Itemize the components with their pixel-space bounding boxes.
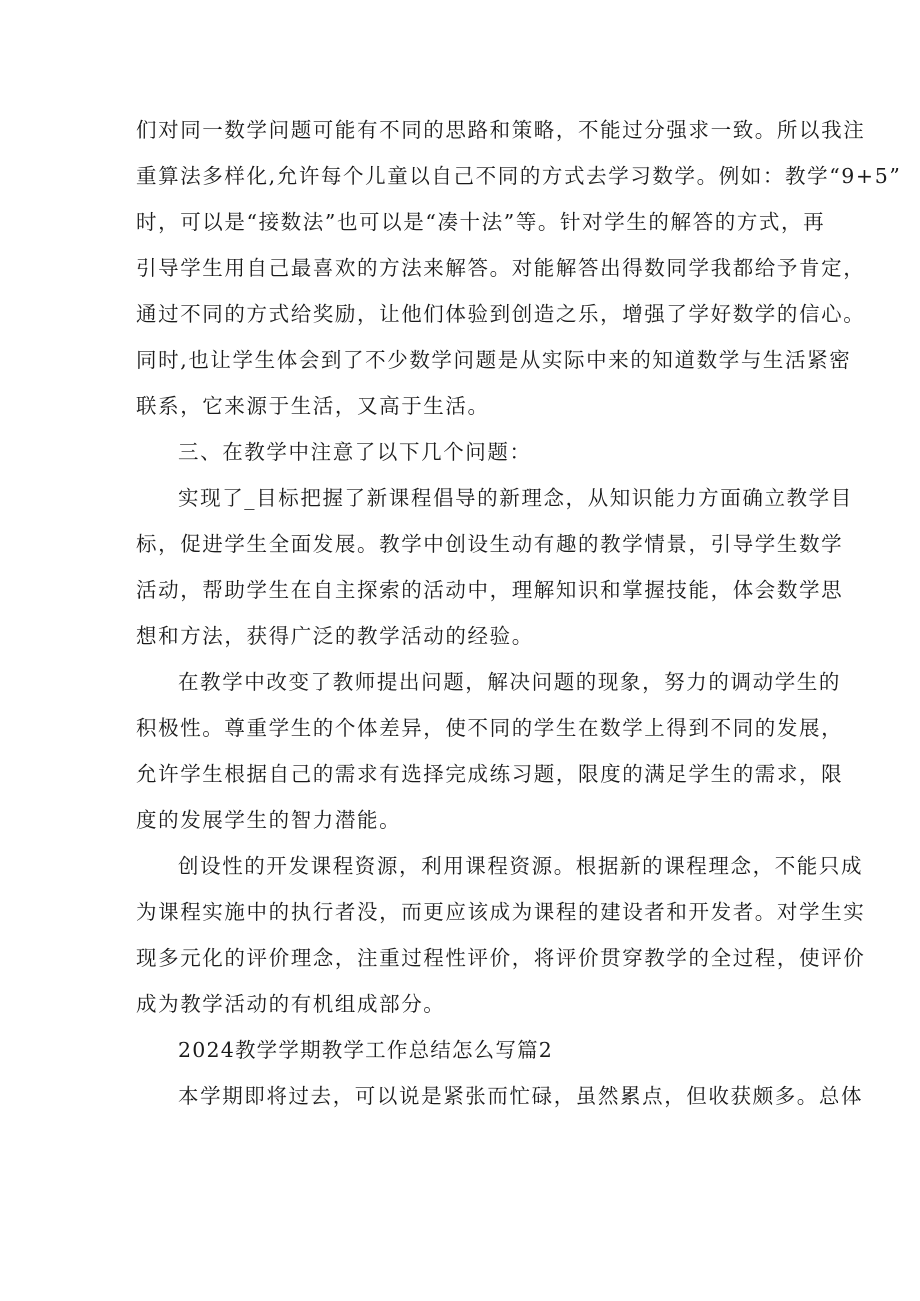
section-heading: 三、在教学中注意了以下几个问题： [178,440,532,464]
paragraph-line: 时，可以是“接数法”也可以是“凑十法”等。针对学生的解答的方式，再 [136,210,826,234]
paragraph-line: 本学期即将过去，可以说是紧张而忙碌，虽然累点，但收获颇多。总体 [178,1084,864,1108]
paragraph-line: 在教学中改变了教师提出问题，解决问题的现象，努力的调动学生的 [178,670,841,694]
paragraph-line: 通过不同的方式给奖励，让他们体验到创造之乐，增强了学好数学的信心。 [136,302,866,326]
paragraph-line: 们对同一数学问题可能有不同的思路和策略，不能过分强求一致。所以我注 [136,118,866,142]
paragraph-line: 允许学生根据自己的需求有选择完成练习题，限度的满足学生的需求，限 [136,762,844,786]
article-title: 2024教学学期教学工作总结怎么写篇2 [178,1038,554,1062]
paragraph-line: 联系，它来源于生活，又高于生活。 [136,394,490,418]
paragraph-line: 引导学生用自己最喜欢的方法来解答。对能解答出得数同学我都给予肯定， [136,256,866,280]
paragraph-line: 积极性。尊重学生的个体差异，使不同的学生在数学上得到不同的发展， [136,716,844,740]
paragraph-line: 现多元化的评价理念，注重过程性评价，将评价贯穿教学的全过程，使评价 [136,946,866,970]
paragraph-line: 创设性的开发课程资源，利用课程资源。根据新的课程理念，不能只成 [178,854,864,878]
paragraph-line: 同时,也让学生体会到了不少数学问题是从实际中来的知道数学与生活紧密 [136,348,852,372]
paragraph-line: 想和方法，获得广泛的教学活动的经验。 [136,624,534,648]
paragraph-line: 为课程实施中的执行者没，而更应该成为课程的建设者和开发者。对学生实 [136,900,866,924]
paragraph-line: 度的发展学生的智力潜能。 [136,808,402,832]
paragraph-line: 标，促进学生全面发展。教学中创设生动有趣的教学情景，引导学生数学 [136,532,844,556]
paragraph-line: 成为教学活动的有机组成部分。 [136,992,446,1016]
paragraph-line: 活动，帮助学生在自主探索的活动中，理解知识和掌握技能，体会数学思 [136,578,844,602]
paragraph-line: 重算法多样化,允许每个儿童以自己不同的方式去学习数学。例如：教学“9+5” [136,164,902,188]
paragraph-line: 实现了_目标把握了新课程倡导的新理念，从知识能力方面确立教学目 [178,486,853,510]
